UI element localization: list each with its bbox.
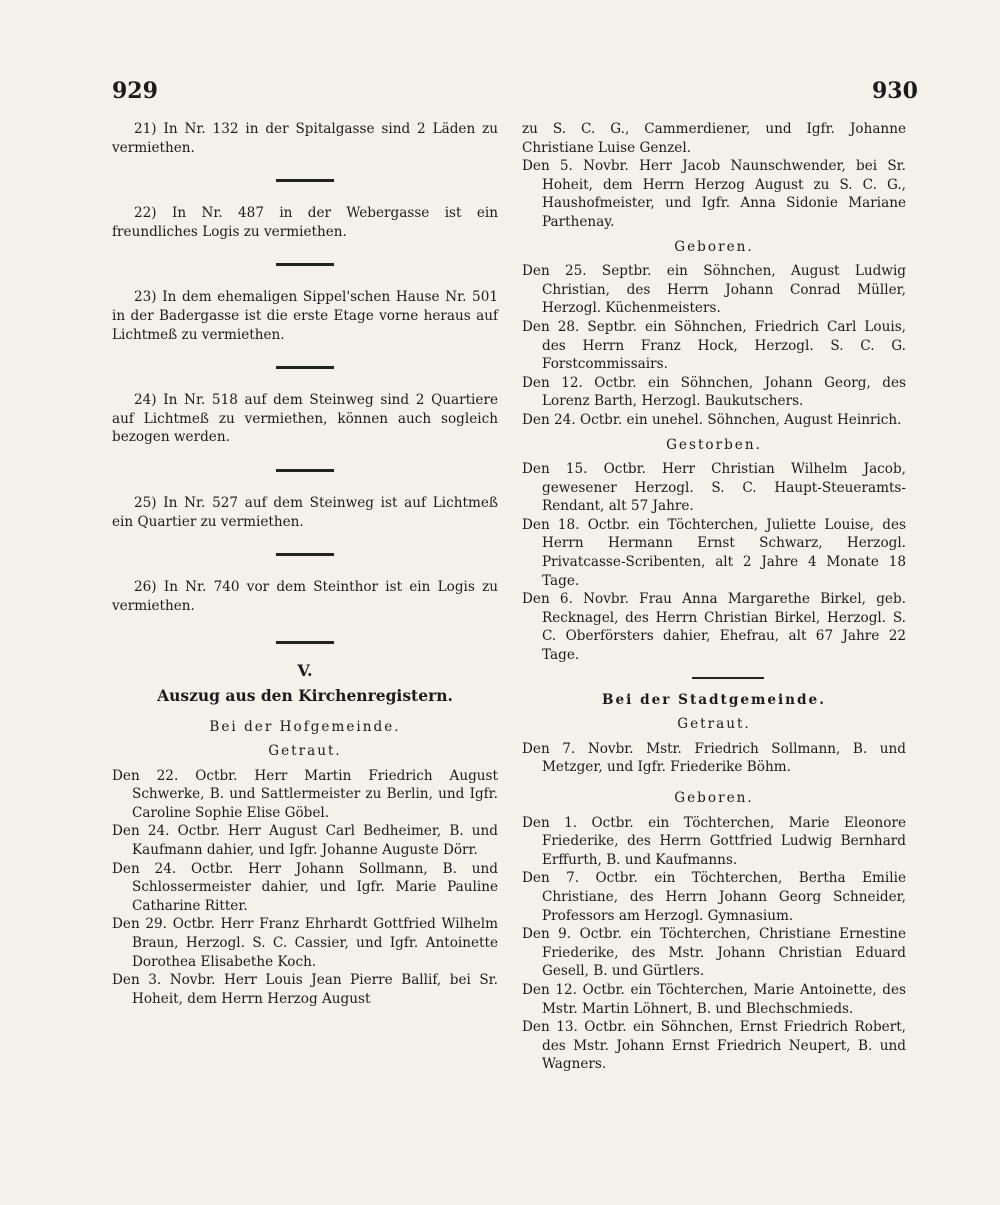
left-column (112, 120, 498, 1008)
list-item: Den 25. Septbr. ein Söhnchen, August Ludwig Christian, des Herrn Johann Conrad Müller, Herzogl. Küchenmeisters. (522, 263, 906, 317)
list-item: Den 7. Octbr. ein Töchterchen, Bertha Emilie Christiane, des Herrn Johann Georg Schneider, Professors am Herzogl. Gymnasium. (522, 870, 906, 924)
ad-21: 21) In Nr. 132 in der Spitalgasse sind 2 Läden zu vermiethen. (112, 121, 498, 156)
page-number-left: 929 (112, 78, 158, 104)
list-item: Den 7. Novbr. Mstr. Friedrich Sollmann, B. und Metzger, und Igfr. Friederike Böhm. (522, 740, 906, 776)
ad-23: 23) In dem ehemaligen Sippel'schen Hause Nr. 501 in der Badergasse ist die erste Etage vorne heraus auf Lichtmeß zu vermiethen. (112, 289, 498, 343)
parish-heading-city: Bei der Stadtgemeinde. (602, 691, 826, 708)
list-item: zu S. C. G., Cammerdiener, und Igfr. Johanne Christiane Luise Genzel. (522, 121, 906, 156)
list-item: Den 9. Octbr. ein Töchterchen, Christiane Ernestine Friederike, des Mstr. Johann Christian Eduard Gesell, B. und Gürtlers. (522, 926, 906, 980)
section-number: V. (297, 661, 313, 681)
list-item: Den 3. Novbr. Herr Louis Jean Pierre Ballif, bei Sr. Hoheit, dem Herrn Herzog August (112, 972, 498, 1007)
ad-25: 25) In Nr. 527 auf dem Steinweg ist auf Lichtmeß ein Quartier zu vermiethen. (112, 494, 498, 530)
born-heading: Geboren. (674, 238, 754, 255)
divider (276, 553, 334, 556)
born-heading-city: Geboren. (674, 790, 754, 806)
page-number-right: 930 (872, 78, 918, 104)
divider (276, 469, 334, 472)
list-item: Den 15. Octbr. Herr Christian Wilhelm Jacob, gewesener Herzogl. S. C. Haupt-Steueramts-Rendant, alt 57 Jahre. (522, 461, 906, 515)
list-item: Den 24. Octbr. ein unehel. Söhnchen, August Heinrich. (522, 411, 902, 428)
divider (276, 263, 334, 266)
divider (276, 179, 334, 182)
list-item: Den 5. Novbr. Herr Jacob Naunschwender, bei Sr. Hoheit, dem Herrn Herzog August zu S. C. G., Haushofmeister, und Igfr. Anna Sidonie Mariane Parthenay. (522, 158, 906, 230)
list-item: Den 29. Octbr. Herr Franz Ehrhardt Gottfried Wilhelm Braun, Herzogl. S. C. Cassier, und Igfr. Antoinette Dorothea Elisabethe Koch. (112, 916, 498, 970)
died-heading: Gestorben. (666, 436, 762, 453)
divider (276, 366, 334, 369)
right-column (522, 120, 906, 1074)
list-item: Den 24. Octbr. Herr August Carl Bedheimer, B. und Kaufmann dahier, und Igfr. Johanne Auguste Dörr. (112, 823, 498, 859)
ad-26: 26) In Nr. 740 vor dem Steinthor ist ein Logis zu vermiethen. (112, 579, 498, 614)
married-heading-city: Getraut. (677, 716, 751, 733)
ad-24: 24) In Nr. 518 auf dem Steinweg sind 2 Quartiere auf Lichtmeß zu vermiethen, können auch sogleich bezogen werden. (112, 392, 498, 446)
list-item: Den 13. Octbr. ein Söhnchen, Ernst Friedrich Robert, des Mstr. Johann Ernst Friedrich Neupert, B. und Wagners. (522, 1019, 906, 1073)
married-heading: Getraut. (268, 743, 342, 760)
list-item: Den 1. Octbr. ein Töchterchen, Marie Eleonore Friederike, des Herrn Gottfried Ludwig Bernhard Erffurth, B. und Kaufmanns. (522, 814, 906, 868)
list-item: Den 18. Octbr. ein Töchterchen, Juliette Louise, des Herrn Hermann Ernst Schwarz, Herzogl. Privatcasse-Scribenten, alt 2 Jahre 4 Monate 18 Tage. (522, 516, 906, 589)
list-item: Den 6. Novbr. Frau Anna Margarethe Birkel, geb. Recknagel, des Herrn Christian Birkel, Herzogl. S. C. Oberförsters dahier, Ehefrau, alt 67 Jahre 22 Tage. (522, 591, 906, 664)
list-item: Den 12. Octbr. ein Töchterchen, Marie Antoinette, des Mstr. Martin Löhnert, B. und Blechschmieds. (522, 981, 906, 1017)
list-item: Den 24. Octbr. Herr Johann Sollmann, B. und Schlossermeister dahier, und Igfr. Marie Pauline Catharine Ritter. (112, 860, 498, 914)
divider (692, 677, 764, 679)
parish-heading: Bei der Hofgemeinde. (209, 718, 401, 735)
list-item: Den 22. Octbr. Herr Martin Friedrich August Schwerke, B. und Sattlermeister zu Berlin, und Igfr. Caroline Sophie Elise Göbel. (112, 767, 498, 821)
list-item: Den 12. Octbr. ein Söhnchen, Johann Georg, des Lorenz Barth, Herzogl. Baukutschers. (522, 374, 906, 410)
section-title: Auszug aus den Kirchenregistern. (157, 685, 453, 705)
list-item: Den 28. Septbr. ein Söhnchen, Friedrich Carl Louis, des Herrn Franz Hock, Herzogl. S. C. G. Forstcommissairs. (522, 318, 906, 373)
divider (276, 641, 334, 644)
ad-22: 22) In Nr. 487 in der Webergasse ist ein freundliches Logis zu vermiethen. (112, 205, 498, 240)
